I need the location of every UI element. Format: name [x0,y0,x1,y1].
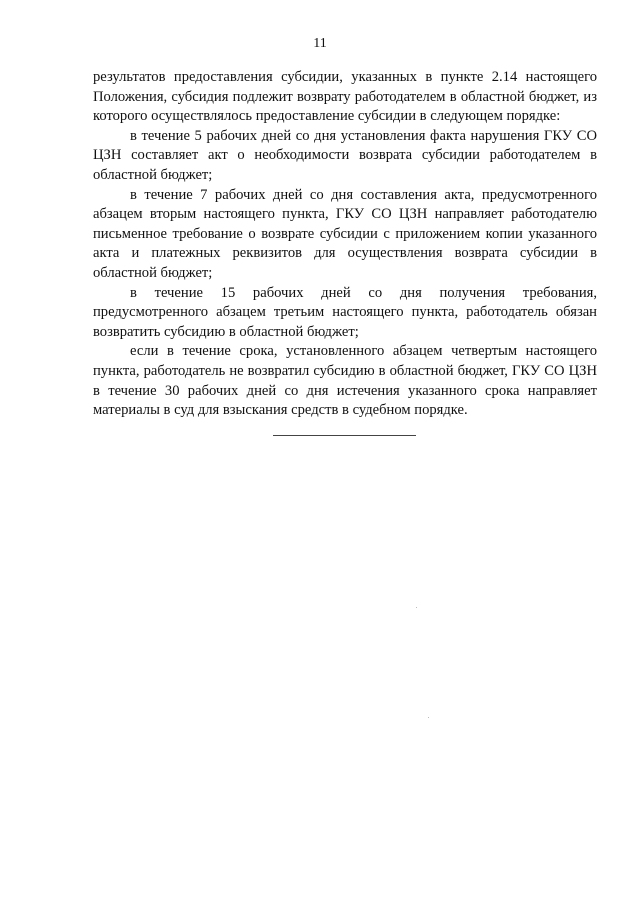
paragraph-demand-deadline: в течение 7 рабочих дней со дня составления акта, предусмотренного абзацем вторым настоящего пункта, ГКУ СО ЦЗН направляет работодателю письменное требование о возврате субсидии с приложением копии указанного акта и платежных реквизитов для осуществления возврата субсидии в областной бюджет; [93,186,597,281]
scan-speck [428,717,429,718]
paragraph-continuation: результатов предоставления субсидии, указанных в пункте 2.14 настоящего Положения, субсидия подлежит возврату работодателем в областной бюджет, из которого осуществлялось предоставление субсидии в следующем порядке: [93,69,597,125]
document-body [93,68,597,421]
scan-speck [416,607,417,608]
page-number: 11 [313,36,327,51]
end-of-text-divider [273,435,416,436]
paragraph-act-deadline: в течение 5 рабочих дней со дня установления факта нарушения ГКУ СО ЦЗН составляет акт о необходимости возврата субсидии работодателем в областной бюджет; [93,127,597,183]
paragraph-court-referral: если в течение срока, установленного абзацем четвертым настоящего пункта, работодатель не возвратил субсидию в областной бюджет, ГКУ СО ЦЗН в течение 30 рабочих дней со дня истечения указанного срока направляет материалы в суд для взыскания средств в судебном порядке. [93,343,597,419]
paragraph-return-deadline: в течение 15 рабочих дней со дня получения требования, предусмотренного абзацем третьим настоящего пункта, работодатель обязан возвратить субсидию в областной бюджет; [93,284,597,340]
